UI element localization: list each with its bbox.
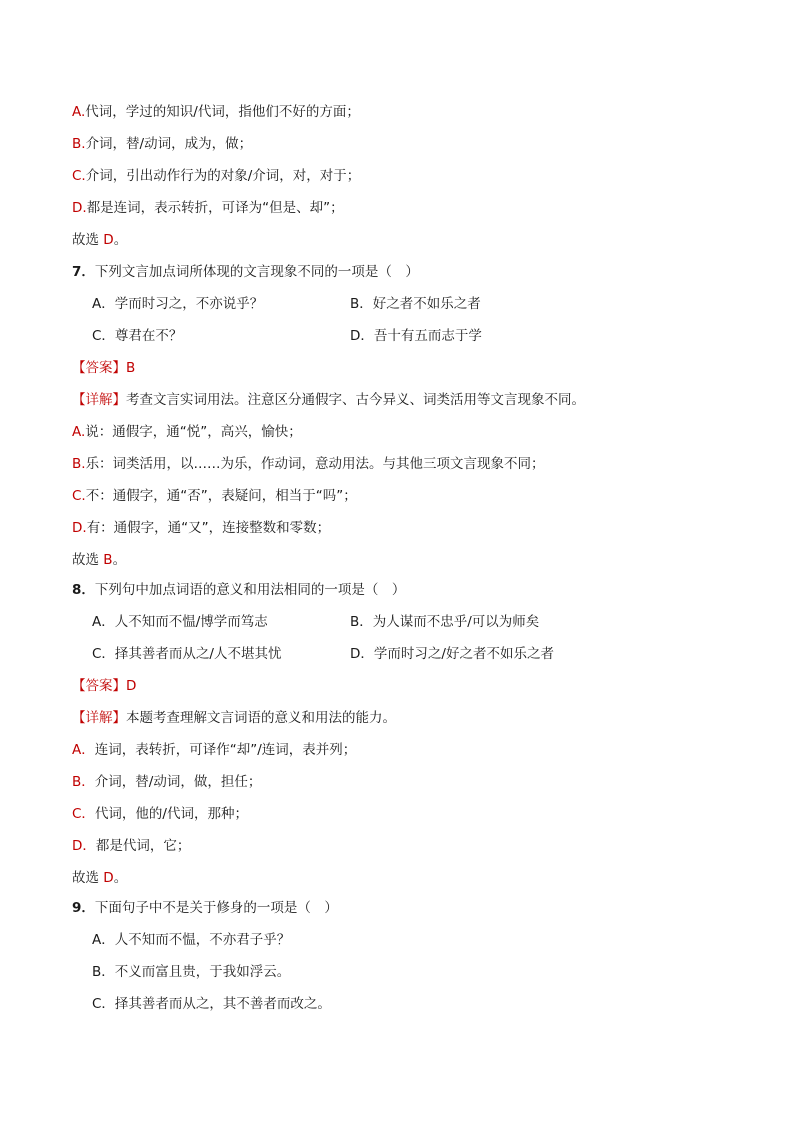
conclusion-answer: B bbox=[103, 552, 113, 568]
explanation-text: 说：通假字，通“悦”，高兴，愉快； bbox=[85, 424, 302, 440]
conclusion-suffix: 。 bbox=[112, 552, 127, 568]
conclusion-prefix: 故选 bbox=[72, 870, 104, 886]
question-number: 9． bbox=[72, 900, 95, 916]
q7-option-d: D．吾十有五而志于学 bbox=[350, 328, 482, 344]
answer-value: D bbox=[126, 678, 137, 694]
explanation-text: 有：通假字，通“又”，连接整数和零数； bbox=[86, 520, 331, 536]
explanation-text: 介词，替/动词，成为，做； bbox=[85, 136, 253, 152]
q8-detail-a bbox=[72, 740, 356, 760]
option-label: A. bbox=[72, 104, 86, 120]
conclusion-suffix: 。 bbox=[113, 232, 128, 248]
q8-detail-d bbox=[72, 836, 190, 856]
detail-label: 【详解】 bbox=[72, 710, 126, 726]
q7-option-c: C．尊君在不？ bbox=[92, 328, 183, 344]
conclusion-suffix: 。 bbox=[113, 870, 128, 886]
option-label: C. bbox=[72, 488, 86, 504]
question-number: 7． bbox=[72, 264, 95, 280]
q8-detail-b bbox=[72, 772, 261, 792]
q9-option-c: C．择其善者而从之，其不善者而改之。 bbox=[92, 996, 331, 1012]
q7-detail-d bbox=[72, 518, 330, 538]
q8-detail bbox=[72, 708, 396, 728]
option-label: B． bbox=[72, 774, 95, 790]
q7-detail-c bbox=[72, 486, 357, 506]
option-label: C． bbox=[72, 806, 95, 822]
option-label: D. bbox=[72, 520, 87, 536]
q8-option-a: A．人不知而不愠/博学而笃志 bbox=[92, 614, 268, 630]
answer-label: 【答案】 bbox=[72, 678, 126, 694]
explanation-text: 不：通假字，通“否”，表疑问，相当于“吗”； bbox=[85, 488, 357, 504]
q7-stem bbox=[72, 262, 419, 282]
explanation-text: 都是连词，表示转折，可译为“但是、却”； bbox=[86, 200, 344, 216]
conclusion-prefix: 故选 bbox=[72, 232, 104, 248]
q8-stem bbox=[72, 580, 405, 600]
q6-conclusion bbox=[72, 230, 127, 250]
option-label: C. bbox=[72, 168, 86, 184]
answer-value: B bbox=[126, 360, 136, 376]
conclusion-answer: D bbox=[103, 232, 114, 248]
question-text: 下列文言加点词所体现的文言现象不同的一项是（ ） bbox=[94, 264, 419, 280]
q9-option-b: B．不义而富且贵，于我如浮云。 bbox=[92, 964, 291, 980]
option-label: D. bbox=[72, 200, 87, 216]
q7-answer bbox=[72, 358, 135, 378]
q8-conclusion bbox=[72, 868, 127, 888]
explanation-text: 乐：词类活用，以……为乐，作动词，意动用法。与其他三项文言现象不同； bbox=[85, 456, 545, 472]
q6-detail-a bbox=[72, 102, 360, 122]
conclusion-answer: D bbox=[103, 870, 114, 886]
explanation-text: 连词，表转折，可译作“却”/连词，表并列； bbox=[94, 742, 357, 758]
q8-option-b: B．为人谋而不忠乎/可以为师矣 bbox=[350, 614, 540, 630]
q7-detail-b bbox=[72, 454, 545, 474]
q8-option-d: D．学而时习之/好之者不如乐之者 bbox=[350, 646, 554, 662]
q8-answer bbox=[72, 676, 136, 696]
question-number: 8． bbox=[72, 582, 95, 598]
q6-detail-d bbox=[72, 198, 344, 218]
question-text: 下面句子中不是关于修身的一项是（ ） bbox=[94, 900, 338, 916]
q7-option-b: B．好之者不如乐之者 bbox=[350, 296, 481, 312]
option-label: B. bbox=[72, 136, 86, 152]
q6-detail-c bbox=[72, 166, 360, 186]
q8-option-c: C．择其善者而从之/人不堪其忧 bbox=[92, 646, 282, 662]
question-text: 下列句中加点词语的意义和用法相同的一项是（ ） bbox=[94, 582, 406, 598]
q7-conclusion bbox=[72, 550, 126, 570]
explanation-text: 代词，学过的知识/代词，指他们不好的方面； bbox=[85, 104, 360, 120]
q6-detail-b bbox=[72, 134, 252, 154]
option-label: B. bbox=[72, 456, 86, 472]
conclusion-prefix: 故选 bbox=[72, 552, 104, 568]
q9-stem bbox=[72, 898, 338, 918]
q8-detail-c bbox=[72, 804, 248, 824]
explanation-text: 介词，引出动作行为的对象/介词，对，对于； bbox=[85, 168, 361, 184]
answer-label: 【答案】 bbox=[72, 360, 126, 376]
q9-option-a: A．人不知而不愠，不亦君子乎？ bbox=[92, 932, 291, 948]
detail-text: 考查文言实词用法。注意区分通假字、古今异义、词类活用等文言现象不同。 bbox=[126, 392, 585, 408]
explanation-text: 代词，他的/代词，那种； bbox=[94, 806, 248, 822]
q7-detail-a bbox=[72, 422, 302, 442]
explanation-text: 介词，替/动词，做，担任； bbox=[94, 774, 262, 790]
q7-option-a: A．学而时习之，不亦说乎？ bbox=[92, 296, 264, 312]
option-label: D． bbox=[72, 838, 96, 854]
detail-label: 【详解】 bbox=[72, 392, 126, 408]
explanation-text: 都是代词，它； bbox=[95, 838, 191, 854]
detail-text: 本题考查理解文言词语的意义和用法的能力。 bbox=[126, 710, 396, 726]
option-label: A． bbox=[72, 742, 95, 758]
q7-detail bbox=[72, 390, 585, 410]
option-label: A. bbox=[72, 424, 86, 440]
